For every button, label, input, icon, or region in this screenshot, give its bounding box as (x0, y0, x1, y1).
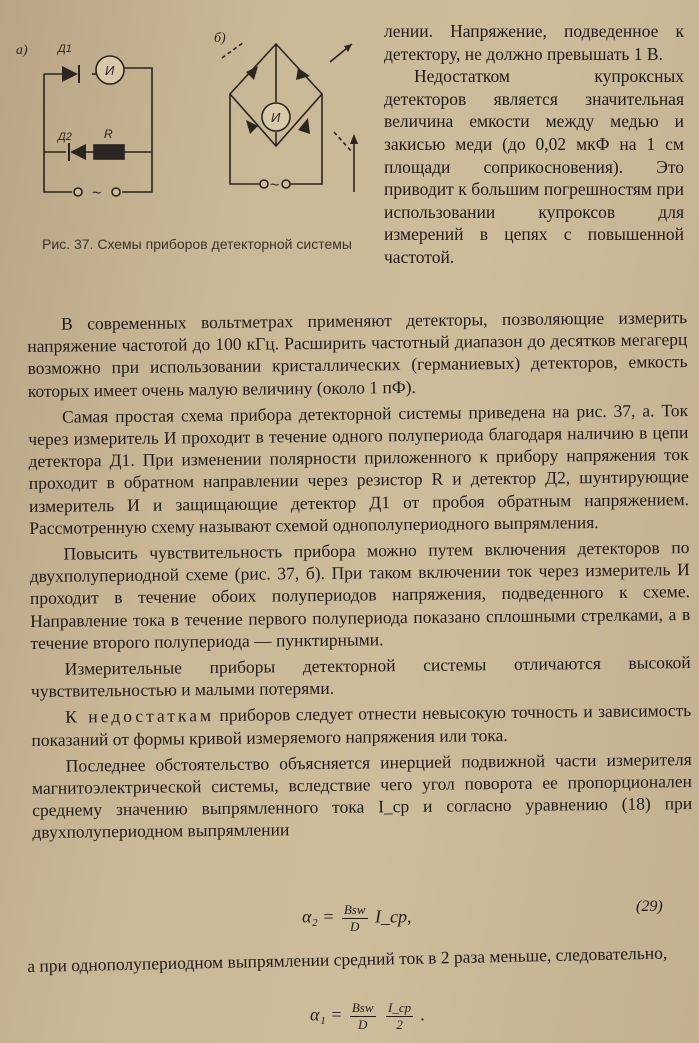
circuit-diagrams (14, 22, 376, 212)
paragraph-2: Самая простая схема прибора детекторной системы приведена на рис. 37, а. Ток через измеритель И проходит в течение одного полупериода благодаря наличию в цепи детектора Д1. При изменении полярности приложенного к прибору напряжения ток проходит в обратном направлении через резистор R и детектор Д2, шунтирующие измеритель И и защищающие детектор Д1 от пробоя обратным напряжением. Рассмотренную схему называют схемой однополупериодного выпрямления. (28, 399, 690, 538)
meter-a-label: И (105, 63, 115, 78)
figure-37 (14, 22, 376, 212)
formula-alpha1-den2: 2 (396, 1017, 403, 1032)
formula-29-fraction (342, 902, 368, 935)
formula-29-den: D (350, 919, 360, 934)
side-paragraph-2: Недостатком купроксных детекторов является значительная величина емкости между медью и закисью меди (до 0,02 мкФ на 1 см площади соприкосновения). Это приводит к большим погрешностям при использовании купроксов для измерений в цепях с повышенной частотой. (384, 66, 684, 267)
paragraph-1: В современных вольтметрах применяют детекторы, позволяющие измерить напряжение частотой до 100 кГц. Расширить частотный диапазон до десятков мегагерц возможно при использовании кристаллических (германиевых) детекторов, емкость которых имеет очень малую величину (около 1 пФ). (27, 307, 688, 401)
formula-alpha1 (310, 1000, 425, 1033)
formula-alpha1-fraction-2 (386, 1000, 413, 1033)
formula-alpha1-num1: Bsw (351, 1000, 374, 1015)
source-a-tilde: ~ (92, 185, 102, 202)
label-b: б) (214, 31, 226, 46)
paragraph-5-rest: приборов следует отнести невысокую точность и зависимость показаний от формы кривой измеряемого напряжения или тока. (31, 700, 692, 750)
after-paragraph: а при однополупериодном выпрямлении средний ток в 2 раза меньше, следовательно, (27, 942, 668, 976)
paragraph-5 (31, 700, 691, 751)
source-b-tilde: ~ (270, 177, 280, 194)
formula-alpha1-end: . (420, 1004, 426, 1025)
formula-29-num: Bsw (343, 902, 366, 917)
after-formula-text (27, 941, 682, 977)
label-r: R (104, 127, 113, 141)
figure-caption: Рис. 37. Схемы приборов детекторной системы (42, 236, 352, 252)
formula-alpha1-fraction-1 (350, 1000, 376, 1033)
paragraph-4: Измерительные приборы детекторной системы отличаются высокой чувствительностью и малыми потерями. (30, 652, 691, 702)
emphasis-spaced: К недостаткам (65, 705, 215, 728)
formula-29-rhs: I_ср, (375, 906, 412, 927)
label-a: а) (16, 43, 28, 58)
meter-b-label: И (271, 110, 281, 125)
paragraph-3: Повысить чувствительность прибора можно путем включения детекторов по двухполупериодной схеме (рис. 37, б). При таком включении ток через измеритель И проходит в течение обоих полупериодов напряжения, подведенного к схеме. Направление тока в течение первого полупериода показано сплошными стрелками, а в течение второго полупериода — пунктирными. (29, 537, 691, 653)
side-paragraph-1: лении. Напряжение, подведенное к детектору, не должно превышать 1 В. (384, 21, 684, 64)
label-d2: Д2 (58, 131, 72, 143)
paragraph-6: Последнее обстоятельство объясняется инерцией подвижной части измерителя магнитоэлектрической системы, вследствие чего угол поворота ее пропорционален среднему значению выпрямленного тока I_ср и согласно уравнению (18) при двухполупериодном выпрямлении (31, 748, 693, 843)
label-d1: Д1 (58, 43, 72, 55)
main-text (27, 306, 693, 848)
formula-29-lhs: α₂ = (302, 906, 335, 927)
formula-alpha1-lhs: α₁ = (310, 1004, 343, 1025)
side-column (384, 20, 684, 269)
equation-number: (29) (636, 898, 663, 915)
formula-alpha1-num2: I_ср (388, 1000, 412, 1015)
formula-29 (302, 902, 412, 935)
formula-alpha1-den1: D (358, 1017, 368, 1032)
